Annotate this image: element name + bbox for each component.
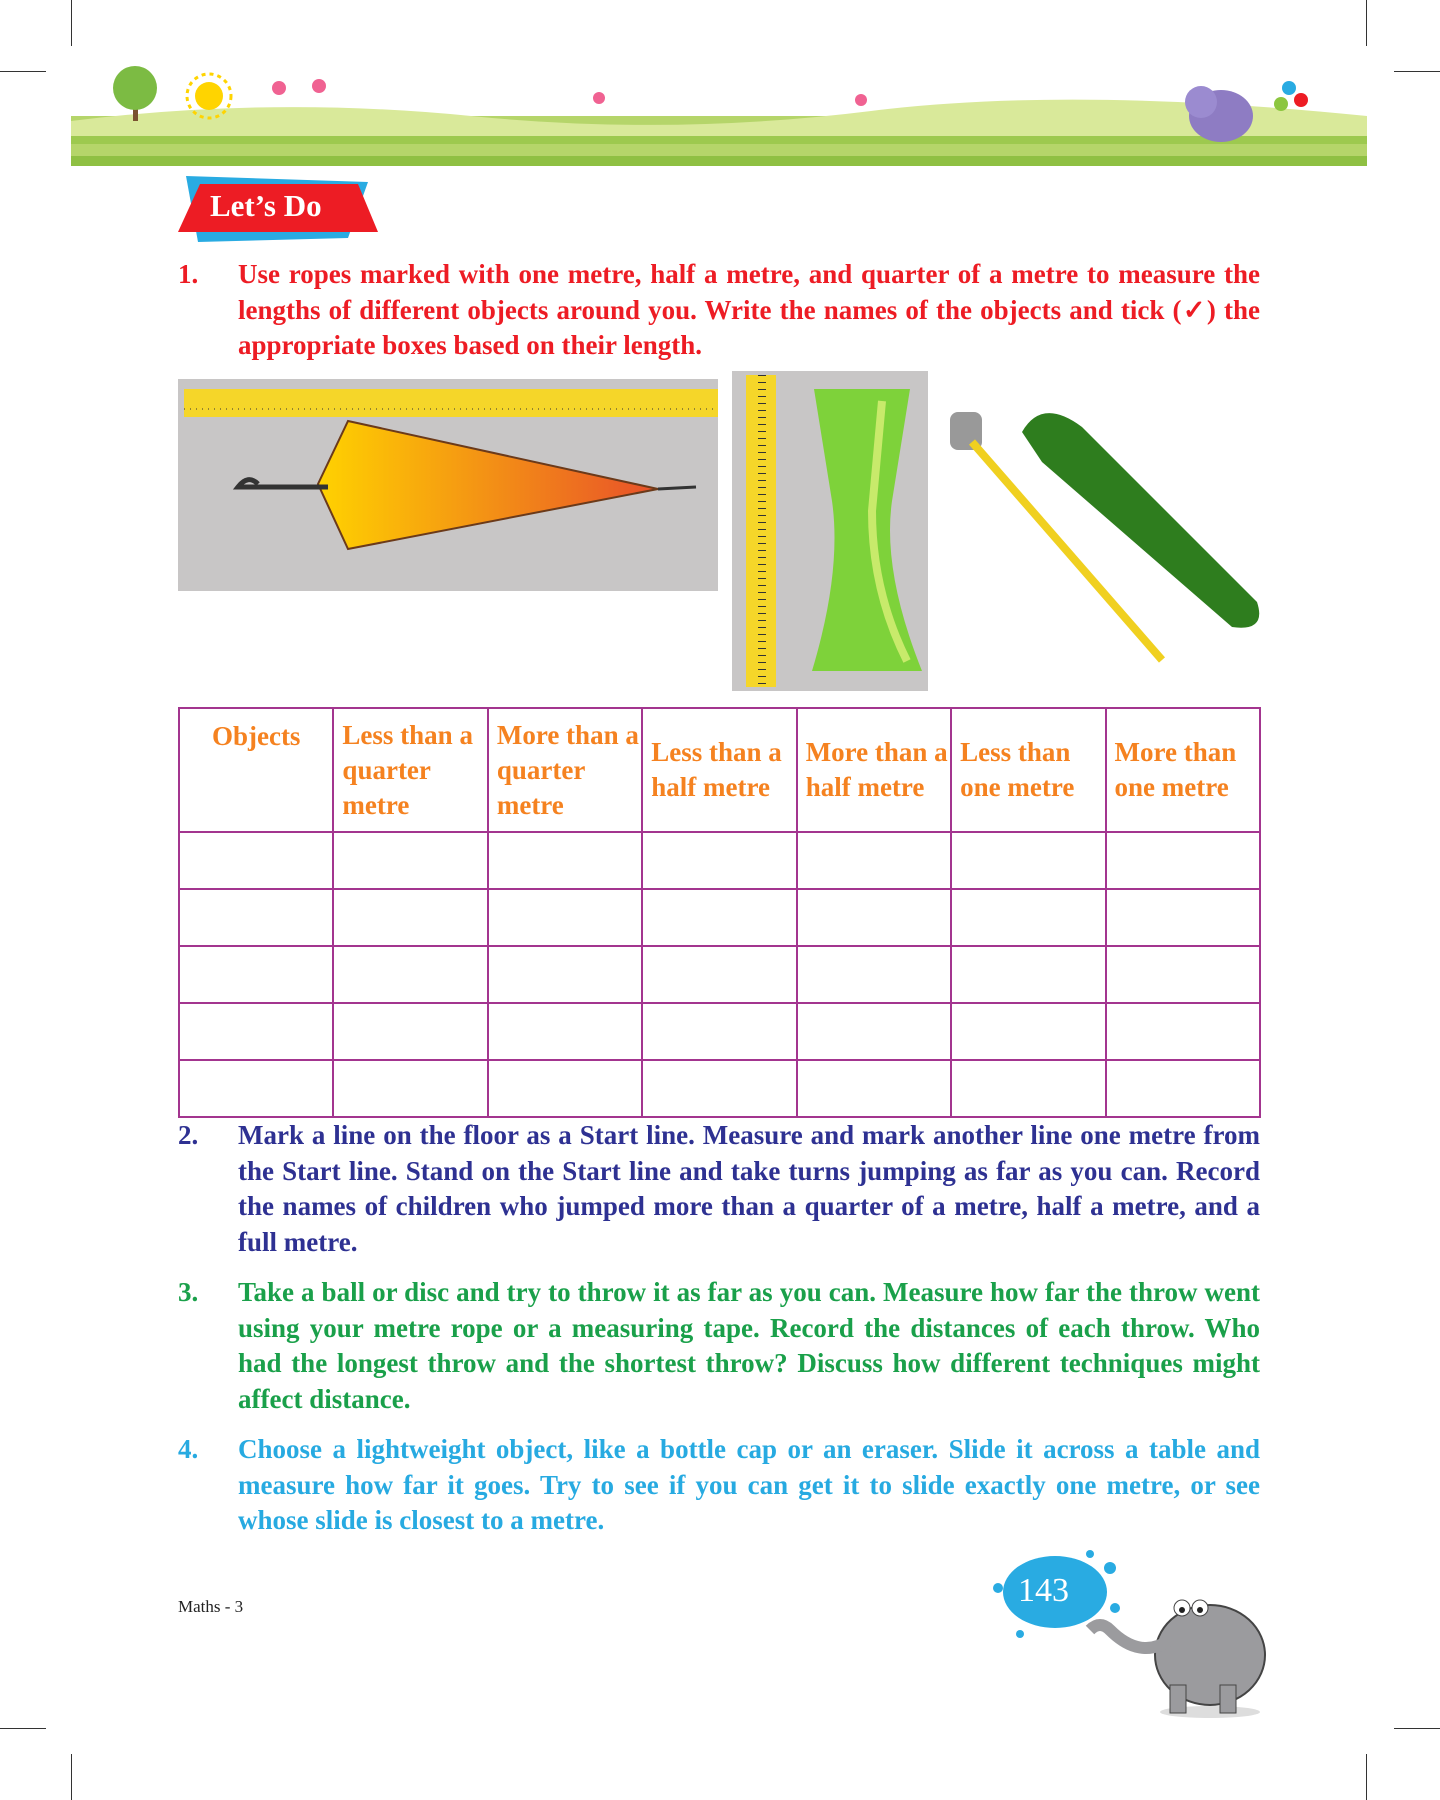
- tick-box-cell[interactable]: [951, 832, 1105, 889]
- question-1: [178, 257, 1260, 364]
- lets-do-badge: Let’s Do: [210, 188, 322, 223]
- object-name-cell[interactable]: [179, 946, 333, 1003]
- tick-box-cell[interactable]: [642, 889, 796, 946]
- crop-mark: [1366, 0, 1367, 46]
- tick-box-cell[interactable]: [951, 1060, 1105, 1117]
- question-text: Use ropes marked with one metre, half a metre, and quarter of a metre to measure the lengths of different objects around you. Write the names of the objects and tick (✓) the appropriate boxes based on their length.: [238, 259, 1260, 360]
- tick-box-cell[interactable]: [1106, 1060, 1260, 1117]
- question-number: 3.: [178, 1277, 199, 1307]
- table-row: [179, 1060, 1260, 1117]
- tick-box-cell[interactable]: [797, 946, 951, 1003]
- column-header: Less than one metre: [951, 708, 1105, 832]
- crop-mark: [71, 0, 72, 46]
- object-name-cell[interactable]: [179, 832, 333, 889]
- question-text: Take a ball or disc and try to throw it as far as you can. Measure how far the throw went using your metre rope or a measuring tape. Record the distances of each throw. Who had the longest throw and the shortest throw? Discuss how different techniques might affect distance.: [238, 1277, 1260, 1414]
- tick-box-cell[interactable]: [1106, 1003, 1260, 1060]
- question-number: 4.: [178, 1434, 199, 1464]
- measurement-table: [178, 707, 1261, 1118]
- tick-box-cell[interactable]: [1106, 889, 1260, 946]
- tick-box-cell[interactable]: [642, 946, 796, 1003]
- header-banner: [71, 66, 1367, 166]
- page-number: 143: [1018, 1572, 1069, 1609]
- flower-icon: [593, 92, 605, 104]
- column-header: Less than a quarter metre: [333, 708, 487, 832]
- table-row: [179, 889, 1260, 946]
- tick-box-cell[interactable]: [333, 946, 487, 1003]
- flower-icon: [855, 94, 867, 106]
- crop-mark: [1394, 71, 1440, 72]
- crop-mark: [71, 1754, 72, 1800]
- flower-icon: [312, 79, 326, 93]
- tree-icon: [113, 66, 157, 121]
- question-number: 1.: [178, 259, 199, 289]
- tick-box-cell[interactable]: [797, 1003, 951, 1060]
- tick-box-cell[interactable]: [488, 946, 642, 1003]
- tick-box-cell[interactable]: [951, 889, 1105, 946]
- column-header: More than one metre: [1106, 708, 1260, 832]
- tick-box-cell[interactable]: [488, 1060, 642, 1117]
- cucumber-with-tape-image: [942, 402, 1264, 666]
- tick-box-cell[interactable]: [333, 889, 487, 946]
- object-name-cell[interactable]: [179, 1060, 333, 1117]
- book-title: Maths - 3: [178, 1597, 244, 1616]
- vase-with-ruler-image: [732, 371, 928, 691]
- tick-box-cell[interactable]: [642, 832, 796, 889]
- column-header: More than a half metre: [797, 708, 951, 832]
- tick-box-cell[interactable]: [333, 832, 487, 889]
- tick-box-cell[interactable]: [797, 832, 951, 889]
- tick-box-cell[interactable]: [333, 1003, 487, 1060]
- crop-mark: [0, 71, 46, 72]
- balloons-icon: [1274, 81, 1308, 111]
- crop-mark: [1366, 1754, 1367, 1800]
- tick-box-cell[interactable]: [488, 889, 642, 946]
- tick-box-cell[interactable]: [1106, 832, 1260, 889]
- column-header: Less than a half metre: [642, 708, 796, 832]
- question-4: [178, 1432, 1260, 1539]
- question-2: [178, 1118, 1260, 1260]
- column-header: Objects: [179, 708, 333, 832]
- tick-box-cell[interactable]: [642, 1003, 796, 1060]
- flower-icon: [272, 81, 286, 95]
- table-row: [179, 946, 1260, 1003]
- tick-box-cell[interactable]: [797, 1060, 951, 1117]
- umbrella-with-ruler-image: [178, 379, 718, 591]
- tick-box-cell[interactable]: [488, 832, 642, 889]
- tick-box-cell[interactable]: [951, 946, 1105, 1003]
- column-header: More than a quarter metre: [488, 708, 642, 832]
- question-text: Mark a line on the floor as a Start line. Measure and mark another line one metre from the Start line. Stand on the Start line and take turns jumping as far as you can. Record the names of children who jumped more than a quarter of a metre, half a metre, and a full metre.: [238, 1120, 1260, 1257]
- question-3: [178, 1275, 1260, 1417]
- question-text: Choose a lightweight object, like a bottle cap or an eraser. Slide it across a table and measure how far it goes. Try to see if you can get it to slide exactly one metre, or see whose slide is closest to a metre.: [238, 1434, 1260, 1535]
- tick-box-cell[interactable]: [488, 1003, 642, 1060]
- elephant-mascot-icon: [1070, 1570, 1270, 1720]
- tick-box-cell[interactable]: [333, 1060, 487, 1117]
- question-number: 2.: [178, 1120, 199, 1150]
- tick-box-cell[interactable]: [797, 889, 951, 946]
- tick-box-cell[interactable]: [642, 1060, 796, 1117]
- crop-mark: [1394, 1728, 1440, 1729]
- tick-box-cell[interactable]: [951, 1003, 1105, 1060]
- crop-mark: [0, 1728, 46, 1729]
- object-name-cell[interactable]: [179, 1003, 333, 1060]
- tick-box-cell[interactable]: [1106, 946, 1260, 1003]
- table-row: [179, 1003, 1260, 1060]
- table-row: [179, 832, 1260, 889]
- object-name-cell[interactable]: [179, 889, 333, 946]
- table-header-row: [179, 708, 1260, 832]
